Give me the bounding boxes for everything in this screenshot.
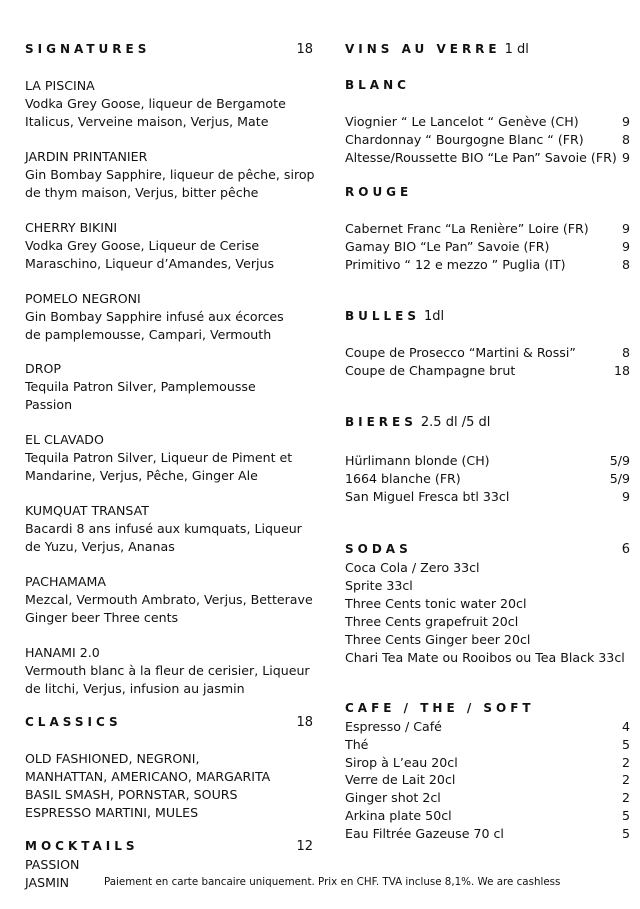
item-price: 8 <box>621 345 630 360</box>
cocktail-ingredients: Passion <box>25 397 73 412</box>
classics-line: BASIL SMASH, PORNSTAR, SOURS <box>25 787 238 802</box>
cocktail-ingredients: de pamplemousse, Campari, Vermouth <box>25 327 272 342</box>
item-price: 9 <box>621 114 630 129</box>
item-price: 18 <box>613 363 630 378</box>
menu-item <box>345 256 630 274</box>
section-price: 6 <box>621 542 630 557</box>
cocktail-ingredients: Ginger beer Three cents <box>25 610 179 625</box>
item-price: 9 <box>621 221 630 236</box>
section-title: BIERES <box>345 415 417 429</box>
classics-line: ESPRESSO MARTINI, MULES <box>25 805 199 820</box>
cocktail-name: HANAMI 2.0 <box>25 645 100 660</box>
item-price: 4 <box>621 719 630 734</box>
item-name: Altesse/Roussette BIO “Le Pan” Savoie (FR) <box>345 150 617 165</box>
classics-header <box>25 715 313 729</box>
menu-item <box>345 736 630 754</box>
signatures-header <box>25 42 313 56</box>
item-name: Gamay BIO “Le Pan” Savoie (FR) <box>345 239 550 254</box>
item-name: Coupe de Prosecco “Martini & Rossi” <box>345 345 576 360</box>
section-title: CLASSICS <box>25 715 122 729</box>
item-name: Thé <box>345 736 369 752</box>
section-title: CAFE / THE / SOFT <box>345 701 535 715</box>
blanc-header <box>345 78 630 92</box>
item-name: Hürlimann blonde (CH) <box>345 453 490 468</box>
cocktail-name: JARDIN PRINTANIER <box>25 149 148 164</box>
sodas-header <box>345 542 630 556</box>
item-price: 8 <box>621 257 630 272</box>
classics-line: MANHATTAN, AMERICANO, MARGARITA <box>25 769 271 784</box>
cocktail-ingredients: Bacardi 8 ans infusé aux kumquats, Liqueur <box>25 521 302 536</box>
section-title: VINS AU VERRE <box>345 42 501 56</box>
cocktail-ingredients: Maraschino, Liqueur d’Amandes, Verjus <box>25 256 275 271</box>
menu-item <box>345 754 630 772</box>
item-price: 8 <box>621 132 630 147</box>
menu-item <box>345 488 630 506</box>
item-name: Arkina plate 50cl <box>345 808 452 823</box>
section-unit: 1dl <box>424 309 445 324</box>
item-price: 2 <box>621 772 630 788</box>
cocktail-ingredients: Tequila Patron Silver, Liqueur de Piment et <box>25 450 293 465</box>
item-price: 5 <box>621 736 630 752</box>
cocktail-name: EL CLAVADO <box>25 432 104 447</box>
section-price: 12 <box>296 839 313 854</box>
item-name: Verre de Lait 20cl <box>345 772 456 788</box>
item-name: Espresso / Café <box>345 719 442 734</box>
section-title: BLANC <box>345 78 410 92</box>
menu-item <box>345 789 630 807</box>
item-price: 9 <box>621 150 630 165</box>
item-name: Chardonnay “ Bourgogne Blanc “ (FR) <box>345 132 584 147</box>
section-title: SODAS <box>345 542 412 556</box>
item-price: 9 <box>621 489 630 504</box>
section-unit: 2.5 dl /5 dl <box>420 415 491 430</box>
cocktail-name: CHERRY BIKINI <box>25 220 118 235</box>
cocktail-ingredients: Italicus, Verveine maison, Verjus, Mate <box>25 114 269 129</box>
classics-line: OLD FASHIONED, NEGRONI, <box>25 751 200 766</box>
cocktail-ingredients: Tequila Patron Silver, Pamplemousse <box>25 379 256 394</box>
mocktail-name: JASMIN <box>25 875 70 890</box>
cocktail-ingredients: Mezcal, Vermouth Ambrato, Verjus, Betterave <box>25 592 313 607</box>
menu-item <box>345 825 630 843</box>
item-name: Coupe de Champagne brut <box>345 363 516 378</box>
cocktail-name: POMELO NEGRONI <box>25 291 141 306</box>
cocktail-ingredients: Gin Bombay Sapphire, liqueur de pêche, sirop <box>25 167 315 182</box>
item-name: Viognier “ Le Lancelot “ Genève (CH) <box>345 114 579 129</box>
cocktail-name: LA PISCINA <box>25 78 95 93</box>
soda-item: Chari Tea Mate ou Rooibos ou Tea Black 33cl <box>345 650 625 665</box>
payment-footer: Paiement en carte bancaire uniquement. Prix en CHF. TVA incluse 8,1%. We are cashless <box>104 876 561 888</box>
cocktail-ingredients: de Yuzu, Verjus, Ananas <box>25 539 175 554</box>
cocktail-ingredients: de thym maison, Verjus, bitter pêche <box>25 185 259 200</box>
section-price: 18 <box>296 42 313 57</box>
item-price: 5 <box>621 808 630 823</box>
menu-item <box>345 771 630 789</box>
cocktail-ingredients: Vermouth blanc à la fleur de cerisier, Liqueur <box>25 663 310 678</box>
vins-header <box>345 42 630 57</box>
cocktail-name: KUMQUAT TRANSAT <box>25 503 149 518</box>
section-price: 18 <box>296 715 313 730</box>
menu-item <box>345 344 630 362</box>
menu-item <box>345 220 630 238</box>
item-price: 2 <box>621 754 630 770</box>
item-name: Ginger shot 2cl <box>345 790 441 806</box>
cocktail-ingredients: Vodka Grey Goose, Liqueur de Cerise <box>25 238 260 253</box>
soda-item: Three Cents grapefruit 20cl <box>345 614 519 629</box>
menu-item <box>345 149 630 167</box>
section-title: ROUGE <box>345 185 413 199</box>
cafe-header <box>345 701 630 715</box>
item-name: Primitivo “ 12 e mezzo ” Puglia (IT) <box>345 257 566 272</box>
menu-item <box>345 238 630 256</box>
rouge-header <box>345 185 630 199</box>
soda-item: Sprite 33cl <box>345 578 413 593</box>
cocktail-name: DROP <box>25 361 61 376</box>
item-name: Eau Filtrée Gazeuse 70 cl <box>345 825 504 841</box>
item-price: 5/9 <box>609 453 630 468</box>
bieres-header <box>345 415 630 430</box>
mocktails-header <box>25 839 313 853</box>
cocktail-ingredients: Mandarine, Verjus, Pêche, Ginger Ale <box>25 468 258 483</box>
soda-item: Coca Cola / Zero 33cl <box>345 560 480 575</box>
item-price: 2 <box>621 790 630 806</box>
cocktail-ingredients: de litchi, Verjus, infusion au jasmin <box>25 681 245 696</box>
item-price: 9 <box>621 239 630 254</box>
item-name: 1664 blanche (FR) <box>345 471 461 486</box>
cocktail-name: PACHAMAMA <box>25 574 107 589</box>
bulles-header <box>345 309 630 324</box>
item-price: 5/9 <box>609 471 630 486</box>
menu-item <box>345 452 630 470</box>
menu-item <box>345 362 630 380</box>
menu-item <box>345 470 630 488</box>
item-price: 5 <box>621 825 630 841</box>
section-title: SIGNATURES <box>25 42 151 56</box>
item-name: Sirop à L’eau 20cl <box>345 754 458 770</box>
cocktail-ingredients: Gin Bombay Sapphire infusé aux écorces <box>25 309 284 324</box>
section-title: MOCKTAILS <box>25 839 139 853</box>
mocktail-name: PASSION <box>25 857 80 872</box>
cocktail-ingredients: Vodka Grey Goose, liqueur de Bergamote <box>25 96 286 111</box>
menu-item <box>345 131 630 149</box>
menu-item <box>345 807 630 825</box>
menu-item <box>345 113 630 131</box>
soda-item: Three Cents Ginger beer 20cl <box>345 632 531 647</box>
soda-item: Three Cents tonic water 20cl <box>345 596 527 611</box>
item-name: San Miguel Fresca btl 33cl <box>345 489 510 504</box>
item-name: Cabernet Franc “La Renière” Loire (FR) <box>345 221 589 236</box>
section-unit: 1 dl <box>504 42 529 57</box>
menu-item <box>345 718 630 736</box>
section-title: BULLES <box>345 309 421 323</box>
